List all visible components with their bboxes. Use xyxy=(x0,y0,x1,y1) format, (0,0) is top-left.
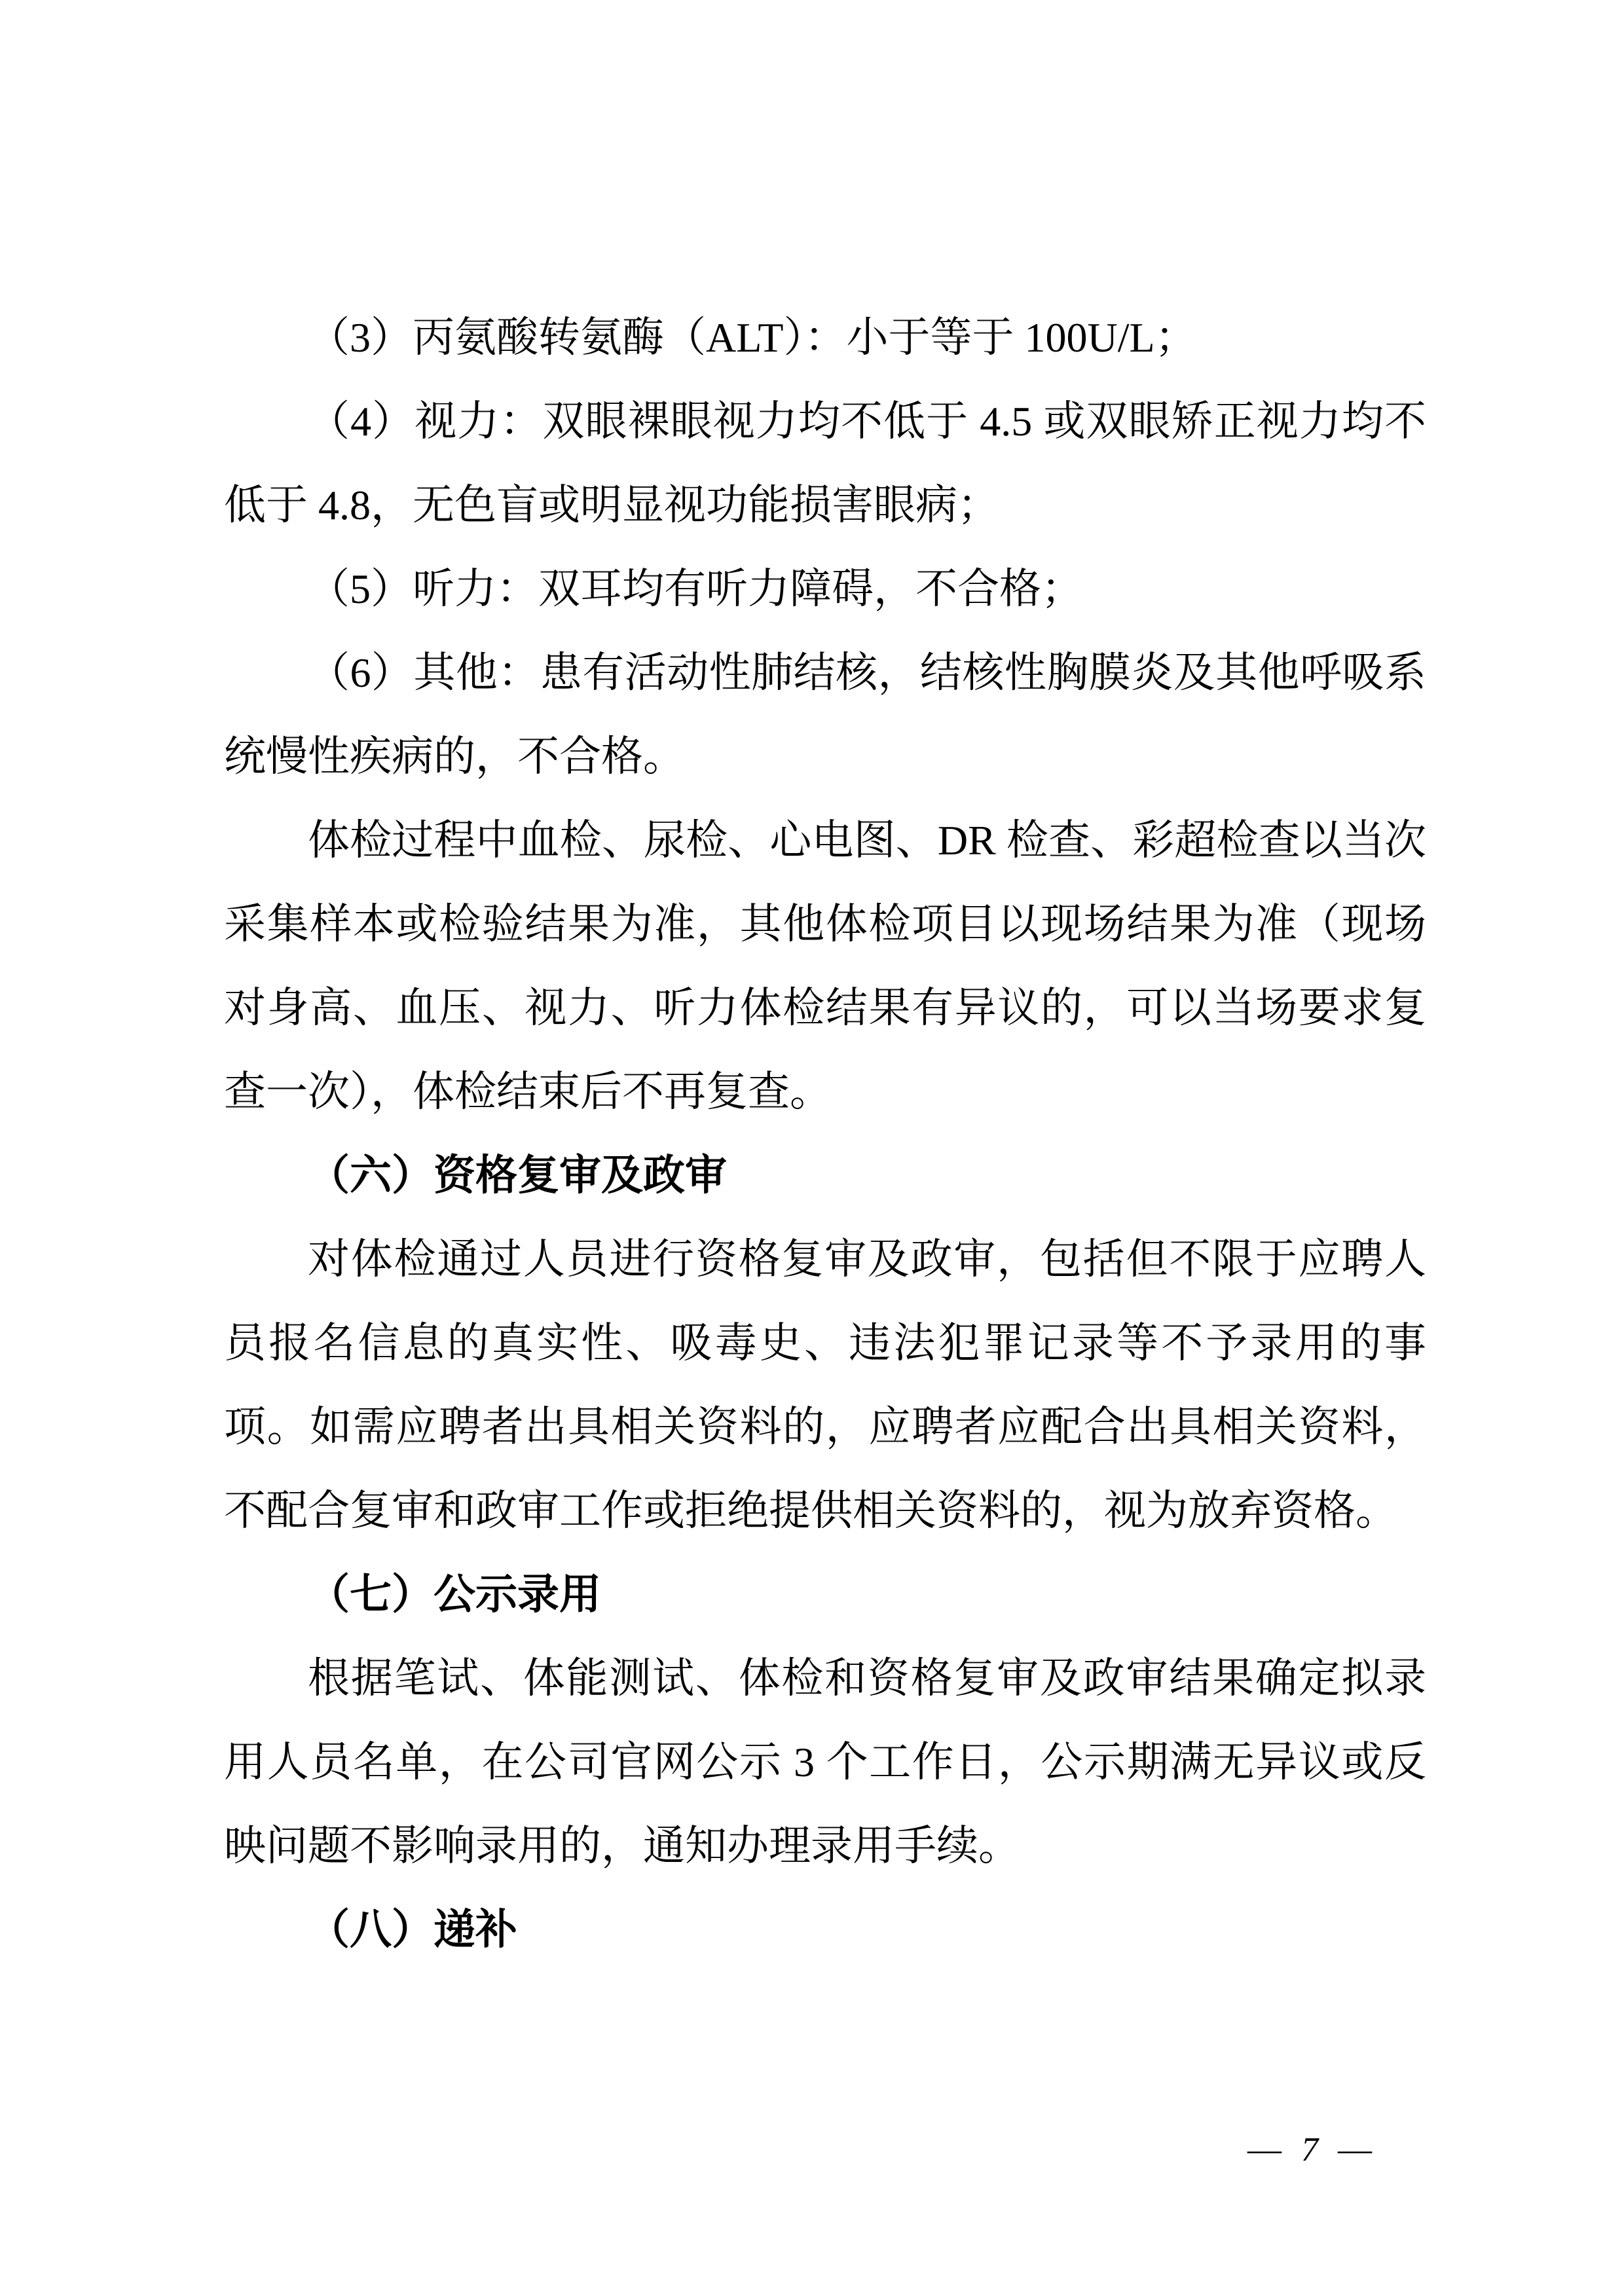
paragraph-public-announcement: 根据笔试、体能测试、体检和资格复审及政审结果确定拟录用人员名单，在公司官网公示 3 个工作日，公示期满无异议或反映问题不影响录用的，通知办理录用手续。 xyxy=(224,1655,1426,1869)
paragraph-qualification-review: 对体检通过人员进行资格复审及政审，包括但不限于应聘人员报名信息的真实性、吸毒史、违法犯罪记录等不予录用的事项。如需应聘者出具相关资料的，应聘者应配合出具相关资料，不配合复审和政审工作或拒绝提供相关资料的，视为放弃资格。 xyxy=(224,1236,1426,1534)
list-item-4: （4）视力：双眼裸眼视力均不低于 4.5 或双眼矫正视力均不低于 4.8，无色盲或明显视功能损害眼病； xyxy=(224,398,1426,528)
section-heading-public-announcement: （七）公示录用 xyxy=(308,1571,601,1618)
page-number-dash-left: — xyxy=(1247,2131,1282,2168)
section-heading-replacement: （八）递补 xyxy=(308,1906,517,1953)
paragraph-medical-exam-note: 体检过程中血检、尿检、心电图、DR 检查、彩超检查以当次采集样本或检验结果为准，其他体检项目以现场结果为准（现场对身高、血压、视力、听力体检结果有异议的，可以当场要求复查一次），体检结束后不再复查。 xyxy=(224,817,1426,1115)
list-item-6: （6）其他：患有活动性肺结核，结核性胸膜炎及其他呼吸系统慢性疾病的，不合格。 xyxy=(224,649,1426,780)
document-body xyxy=(224,296,1426,1972)
list-item-5: （5）听力：双耳均有听力障碍，不合格； xyxy=(308,566,1083,612)
page-number-value: 7 xyxy=(1301,2131,1318,2168)
page-number-dash-right: — xyxy=(1338,2131,1372,2168)
list-item-3: （3）丙氨酸转氨酶（ALT）：小于等于 100U/L； xyxy=(308,314,1197,361)
section-heading-qualification-review: （六）资格复审及政审 xyxy=(308,1152,727,1199)
page-number xyxy=(1247,2129,1372,2171)
